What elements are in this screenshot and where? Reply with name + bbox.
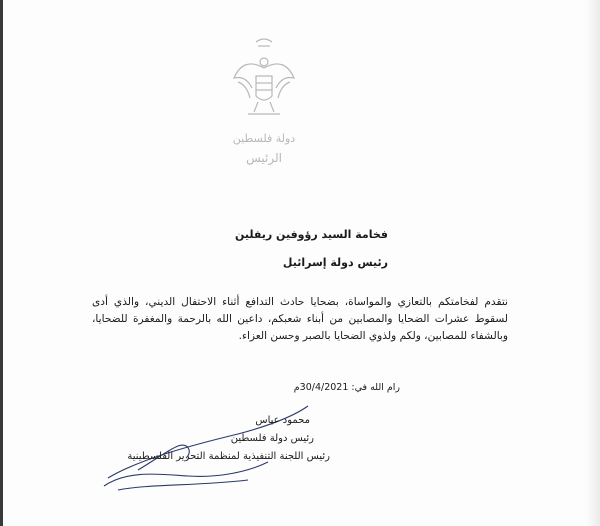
signature-block bbox=[90, 412, 330, 466]
signatory-title-1: رئيس دولة فلسطين bbox=[230, 433, 314, 444]
letter-body: نتقدم لفخامتكم بالتعازي والمواساة، بضحايا حادث التدافع أثناء الاحتفال الديني، والذي أدى لسقوط عشرات الضحايا والمصابين من أبناء شعبكم، داعين الله بالرحمة والمغفرة للضحايا، وبالشفاء للمصابين، ولكم ولذوي الضحايا بالصبر وحسن العزاء. bbox=[92, 296, 508, 342]
scan-left-edge bbox=[0, 0, 3, 526]
addressee-line1: فخامة السيد رؤوفين ريفلين bbox=[234, 228, 388, 241]
scan-right-shadow bbox=[586, 0, 600, 526]
addressee-line2: رئيس دولة إسرائيل bbox=[282, 256, 388, 269]
palestinian-eagle-emblem bbox=[228, 30, 300, 175]
letter-date: رام الله في: 30/4/2021م bbox=[293, 382, 400, 393]
addressee-block bbox=[68, 228, 388, 284]
letterhead-line1: دولة فلسطين bbox=[232, 132, 296, 145]
signatory-name: محمود عباس bbox=[255, 415, 310, 426]
letterhead-line2: الرئيس bbox=[246, 151, 282, 165]
signatory-title-2: رئيس اللجنة التنفيذية لمنظمة التحرير الفلسطينية bbox=[127, 451, 330, 462]
